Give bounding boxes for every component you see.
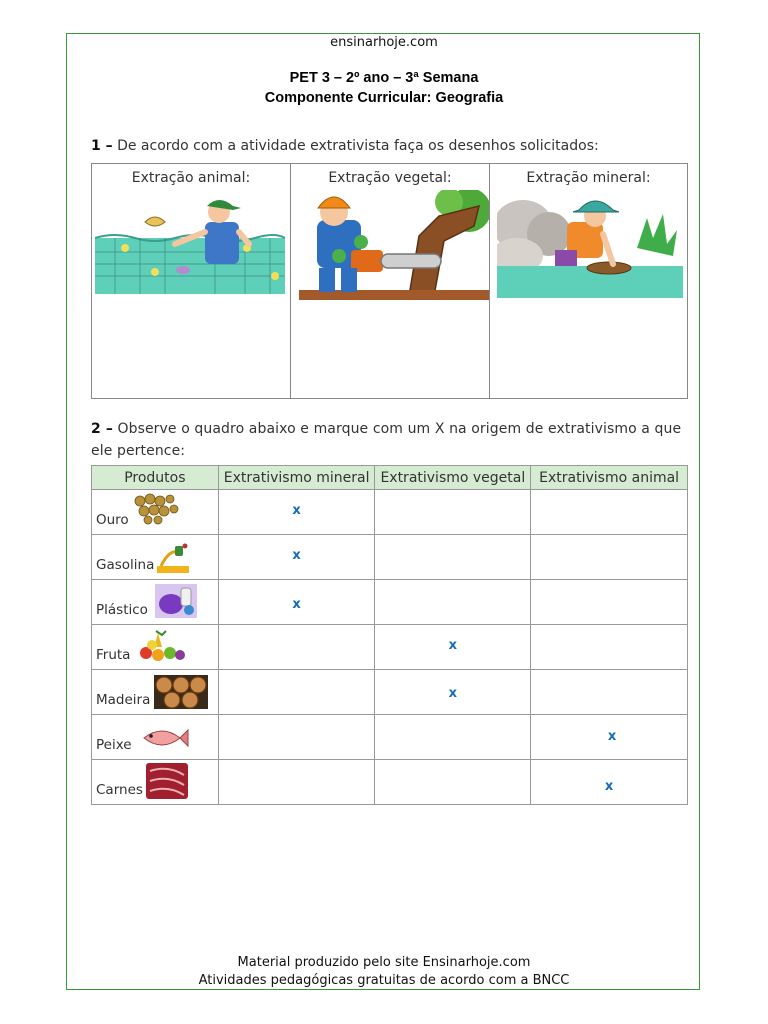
drawing-cell-vegetal[interactable]: [291, 164, 490, 398]
product-name: Carnes: [96, 782, 143, 798]
mark-cell-vegetal[interactable]: [375, 670, 531, 715]
product-cell: [92, 580, 219, 625]
x-mark: x: [448, 638, 458, 653]
x-mark: x: [292, 548, 301, 563]
product-name: Ouro: [96, 512, 129, 528]
mark-cell-vegetal[interactable]: [375, 715, 531, 760]
title-line-1: PET 3 – 2º ano – 3ª Semana: [289, 70, 479, 86]
footer-line-1: Material produzido pelo site Ensinarhoje.com: [237, 955, 531, 970]
fisherman-illustration: [95, 192, 285, 298]
mark-cell-vegetal[interactable]: [375, 535, 531, 580]
product-cell-content: [92, 625, 218, 669]
drawing-cell-mineral[interactable]: [490, 164, 687, 398]
table-row: [92, 670, 688, 715]
mark-cell-animal[interactable]: [531, 535, 688, 580]
meat-icon: [146, 763, 188, 803]
mark-cell-mineral[interactable]: [218, 715, 375, 760]
mark-cell-animal[interactable]: [531, 760, 688, 805]
product-cell-content: [92, 580, 218, 624]
table-row: [92, 760, 688, 805]
site-header: ensinarhoje.com: [330, 35, 438, 50]
mark-cell-animal[interactable]: [531, 625, 688, 670]
mark-cell-mineral[interactable]: [218, 490, 375, 535]
extractivism-table: [91, 465, 688, 805]
table-row: [92, 535, 688, 580]
product-name: Gasolina: [96, 557, 155, 573]
footer: [0, 954, 768, 990]
gold-panner-illustration: [497, 190, 683, 300]
product-cell: [92, 760, 219, 805]
product-cell-content: [92, 760, 218, 804]
x-mark: x: [604, 779, 614, 794]
header-products: Produtos: [92, 466, 219, 490]
mark-cell-animal[interactable]: [531, 580, 688, 625]
x-mark: x: [292, 503, 301, 518]
product-cell: [92, 535, 219, 580]
product-cell: [92, 715, 219, 760]
mark-cell-animal[interactable]: [531, 715, 688, 760]
product-cell: [92, 670, 219, 715]
product-name: Peixe: [96, 737, 132, 753]
mark-cell-mineral[interactable]: [218, 670, 375, 715]
title-block: [0, 68, 768, 108]
x-mark: x: [448, 686, 458, 701]
question-1-text: De acordo com a atividade extrativista faça os desenhos solicitados:: [112, 138, 599, 154]
table-row: [92, 580, 688, 625]
header-mineral: Extrativismo mineral: [218, 466, 375, 490]
x-mark: x: [292, 597, 301, 612]
question-2-number: 2 –: [91, 421, 113, 437]
table-row: [92, 625, 688, 670]
product-cell-content: [92, 535, 218, 579]
question-1-number: 1 –: [91, 138, 113, 154]
lumberjack-illustration: [299, 190, 489, 300]
plastic-items-icon: [155, 584, 197, 622]
title-line-2: Componente Curricular: Geografia: [264, 90, 504, 106]
drawing-grid: [91, 163, 688, 399]
fuel-pump-icon: [155, 542, 191, 578]
drawing-cell-animal-label: Extração animal:: [131, 170, 251, 186]
fruit-basket-icon: [136, 629, 186, 667]
product-cell: [92, 625, 219, 670]
mark-cell-mineral[interactable]: [218, 580, 375, 625]
table-header-row: [92, 466, 688, 490]
mark-cell-vegetal[interactable]: [375, 580, 531, 625]
product-name: Fruta: [96, 647, 131, 663]
product-cell-content: [92, 490, 218, 534]
mark-cell-mineral[interactable]: [218, 535, 375, 580]
product-cell: [92, 490, 219, 535]
header-vegetal: Extrativismo vegetal: [375, 466, 531, 490]
drawing-cell-animal[interactable]: [92, 164, 291, 398]
mark-cell-vegetal[interactable]: [375, 490, 531, 535]
wood-logs-icon: [154, 675, 208, 713]
mark-cell-mineral[interactable]: [218, 625, 375, 670]
gold-nuggets-icon: [132, 493, 182, 531]
footer-line-2: Atividades pedagógicas gratuitas de acordo com a BNCC: [198, 973, 570, 988]
drawing-cell-vegetal-label: Extração vegetal:: [328, 170, 452, 186]
product-cell-content: [92, 670, 218, 714]
question-2: [91, 418, 691, 462]
mark-cell-animal[interactable]: [531, 670, 688, 715]
drawing-cell-mineral-label: Extração mineral:: [526, 170, 651, 186]
product-name: Plástico: [96, 602, 148, 618]
question-2-text: Observe o quadro abaixo e marque com um X na origem de extrativismo a que ele pertence:: [91, 421, 682, 459]
mark-cell-animal[interactable]: [531, 490, 688, 535]
question-1: [91, 138, 599, 154]
mark-cell-mineral[interactable]: [218, 760, 375, 805]
table-row: [92, 490, 688, 535]
header-animal: Extrativismo animal: [531, 466, 688, 490]
x-mark: x: [607, 729, 617, 744]
mark-cell-vegetal[interactable]: [375, 625, 531, 670]
fish-icon: [138, 724, 190, 756]
product-name: Madeira: [96, 692, 151, 708]
table-row: [92, 715, 688, 760]
mark-cell-vegetal[interactable]: [375, 760, 531, 805]
product-cell-content: [92, 715, 218, 759]
